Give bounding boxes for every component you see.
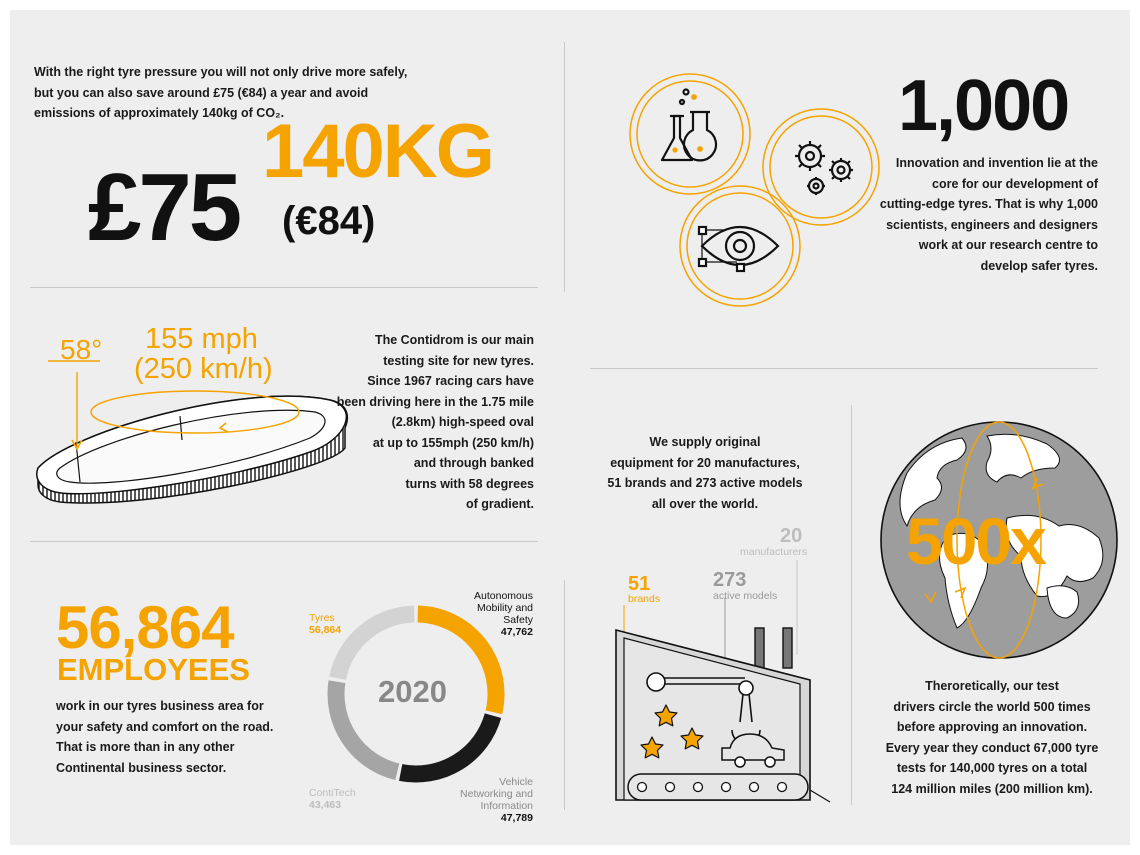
employees-line: work in our tyres business area for <box>56 699 264 713</box>
divider-left-2 <box>30 541 538 542</box>
ams-slice-name-line: Autonomous <box>474 590 533 602</box>
savings-intro-line: but you can also save around £75 (€84) a year and avoid <box>34 85 369 100</box>
divider-vertical-mid <box>851 405 852 805</box>
supply-line: all over the world. <box>651 496 759 511</box>
supply-line: 51 brands and 273 active models <box>607 476 803 490</box>
employees-line: Continental business sector. <box>56 760 227 775</box>
donut-center-label: 2020 <box>378 674 447 709</box>
globe-line: tests for 140,000 tyres on a total <box>896 761 1088 775</box>
research-line: work at our research centre to <box>918 238 1098 252</box>
divider-vertical-bottom <box>564 580 565 810</box>
tyres-slice-value: 56,864 <box>309 624 342 636</box>
supply-text <box>580 432 830 514</box>
divider-vertical-top <box>564 42 565 292</box>
divider-left-1 <box>30 287 538 288</box>
eye-icon <box>699 227 778 271</box>
savings-euros: (€84) <box>282 199 376 243</box>
research-line: Innovation and invention lie at the <box>895 156 1098 170</box>
factory-illustration <box>600 560 850 810</box>
contidrom-line: The Contidrom is our main <box>374 333 534 347</box>
employees-number: 56,864 <box>56 594 234 661</box>
donut-slice-contitech <box>338 614 415 678</box>
manufacturers-number: 20 <box>780 525 803 547</box>
globe-line: Every year they conduct 67,000 tyre <box>885 740 1099 755</box>
globe-text <box>864 676 1120 799</box>
research-line: develop safer tyres. <box>980 258 1098 273</box>
savings-pounds: £75 <box>88 154 240 261</box>
employees-text <box>56 696 336 778</box>
divider-right-1 <box>590 368 1098 369</box>
contidrom-line: and through banked <box>413 456 534 470</box>
research-icons <box>620 64 880 324</box>
research-line: scientists, engineers and designers <box>886 217 1098 232</box>
savings-intro-line: emissions of approximately 140kg of CO₂. <box>34 106 285 120</box>
contidrom-line: Since 1967 racing cars have <box>367 374 534 388</box>
research-text <box>860 153 1098 276</box>
vni-slice-name-line: Vehicle <box>499 776 533 788</box>
flasks-icon <box>662 90 716 161</box>
research-line: cutting-edge tyres. That is why 1,000 <box>879 197 1098 211</box>
research-number: 1,000 <box>898 66 1069 146</box>
gears-icon <box>795 141 853 195</box>
globe-line: 124 million miles (200 million km). <box>891 781 1093 796</box>
brands-number: 51 <box>628 573 651 595</box>
contidrom-speed-mph: 155 mph <box>145 323 258 355</box>
savings-intro-line: With the right tyre pressure you will not only drive more safely, <box>34 65 408 79</box>
contitech-slice-value: 43,463 <box>309 799 342 811</box>
contidrom-speed-kmh: (250 km/h) <box>134 353 273 385</box>
donut-slice-ams <box>401 716 493 774</box>
contidrom-line: (2.8km) high-speed oval <box>391 415 534 429</box>
tyres-slice-label <box>309 612 341 636</box>
employees-label: EMPLOYEES <box>57 652 250 687</box>
vni-slice-label <box>420 776 533 824</box>
models-label: active models <box>713 590 778 602</box>
ams-slice-name-line: Safety <box>503 614 533 626</box>
contidrom-text <box>300 330 534 515</box>
contidrom-line: at up to 155mph (250 km/h) <box>372 435 534 450</box>
ams-slice-name-line: Mobility and <box>476 602 533 614</box>
vni-slice-value: 47,789 <box>500 812 533 824</box>
contitech-slice-label <box>309 787 356 811</box>
research-line: core for our development of <box>932 176 1098 191</box>
tyres-slice-name: Tyres <box>309 612 335 624</box>
vni-slice-name-line: Information <box>480 800 533 812</box>
employees-line: That is more than in any other <box>56 740 235 754</box>
contitech-slice-name: ContiTech <box>309 787 356 799</box>
globe-line: Theroretically, our test <box>925 679 1059 693</box>
ams-slice-value: 47,762 <box>500 626 533 638</box>
savings-co2: 140KG <box>262 109 493 194</box>
globe-line: drivers circle the world 500 times <box>893 699 1091 714</box>
manufacturers-label: manufacturers <box>740 546 808 558</box>
contidrom-line: been driving here in the 1.75 mile <box>336 394 534 409</box>
models-number: 273 <box>713 569 747 591</box>
employees-line: your safety and comfort on the road. <box>56 719 274 734</box>
contidrom-line: testing site for new tyres. <box>383 353 534 368</box>
contidrom-line: turns with 58 degrees <box>405 476 534 491</box>
ams-slice-label <box>420 590 533 638</box>
vni-slice-name-line: Networking and <box>460 788 533 800</box>
supply-line: equipment for 20 manufactures, <box>610 455 800 470</box>
supply-line: We supply original <box>649 435 761 449</box>
brands-label: brands <box>628 593 661 605</box>
contidrom-angle: 58° <box>60 334 103 365</box>
contidrom-line: of gradient. <box>465 497 534 511</box>
globe-multiplier: 500x <box>906 504 1045 578</box>
globe-line: before approving an innovation. <box>896 720 1088 734</box>
